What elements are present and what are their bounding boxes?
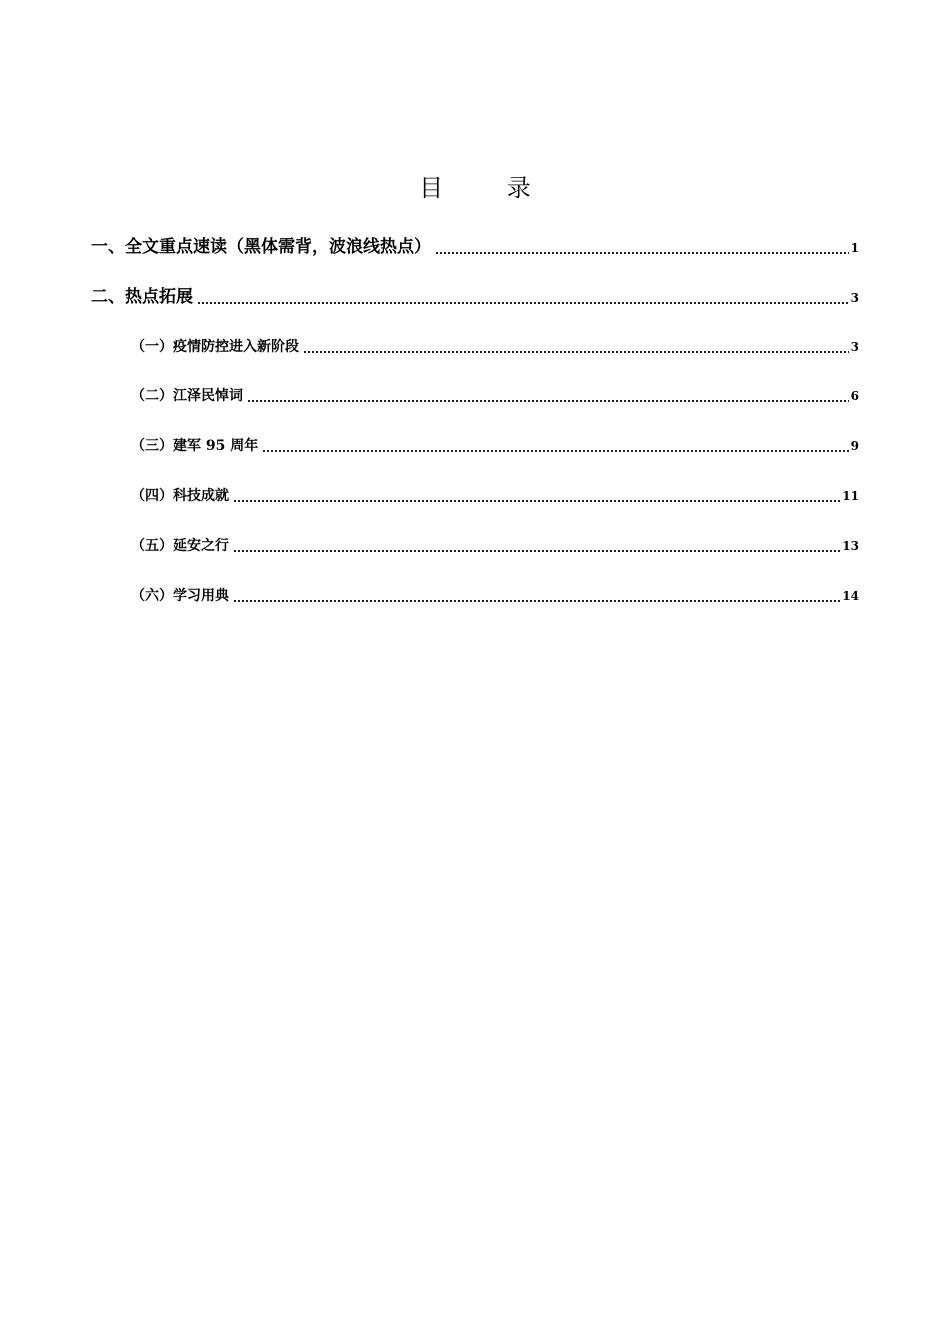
- toc-entry-label: （六）学习用典: [131, 588, 229, 604]
- toc-entry-label: 一、全文重点速读（黑体需背，波浪线热点）: [91, 237, 431, 257]
- toc-entry[interactable]: [91, 286, 859, 309]
- toc-entry[interactable]: [91, 236, 859, 259]
- toc-dot-leader: [435, 251, 849, 255]
- toc-dot-leader: [262, 449, 848, 453]
- toc-entry-label: （四）科技成就: [131, 488, 229, 504]
- toc-dot-leader: [233, 599, 840, 603]
- toc-entry-label: （五）延安之行: [131, 538, 229, 554]
- toc-entry-page: 3: [850, 340, 859, 354]
- toc-entry-page: 3: [850, 291, 859, 305]
- toc-entry-page: 6: [850, 389, 859, 403]
- toc-entry-page: 14: [842, 589, 859, 603]
- toc-entry[interactable]: [131, 586, 859, 606]
- toc-dot-leader: [233, 499, 840, 503]
- toc-entry-page: 13: [842, 539, 859, 553]
- toc-title: 目 录: [419, 174, 559, 203]
- toc-entry-label: 二、热点拓展: [91, 287, 193, 307]
- toc-entry[interactable]: [131, 486, 859, 506]
- toc-entry-page: 1: [850, 241, 859, 255]
- toc-dot-leader: [303, 350, 849, 354]
- toc-entry-page: 9: [850, 439, 859, 453]
- toc-dot-leader: [197, 301, 849, 305]
- toc-entry[interactable]: [131, 536, 859, 556]
- toc-dot-leader: [233, 549, 840, 553]
- toc-entry[interactable]: [131, 386, 859, 406]
- toc-dot-leader: [247, 399, 849, 403]
- toc-entry[interactable]: [131, 337, 859, 357]
- toc-entry-label: （一）疫情防控进入新阶段: [131, 339, 299, 355]
- toc-entry-label: （三）建军 95 周年: [131, 438, 259, 454]
- toc-entry[interactable]: [131, 436, 859, 456]
- toc-entry-page: 11: [842, 489, 859, 503]
- toc-entry-label: （二）江泽民悼词: [131, 388, 243, 404]
